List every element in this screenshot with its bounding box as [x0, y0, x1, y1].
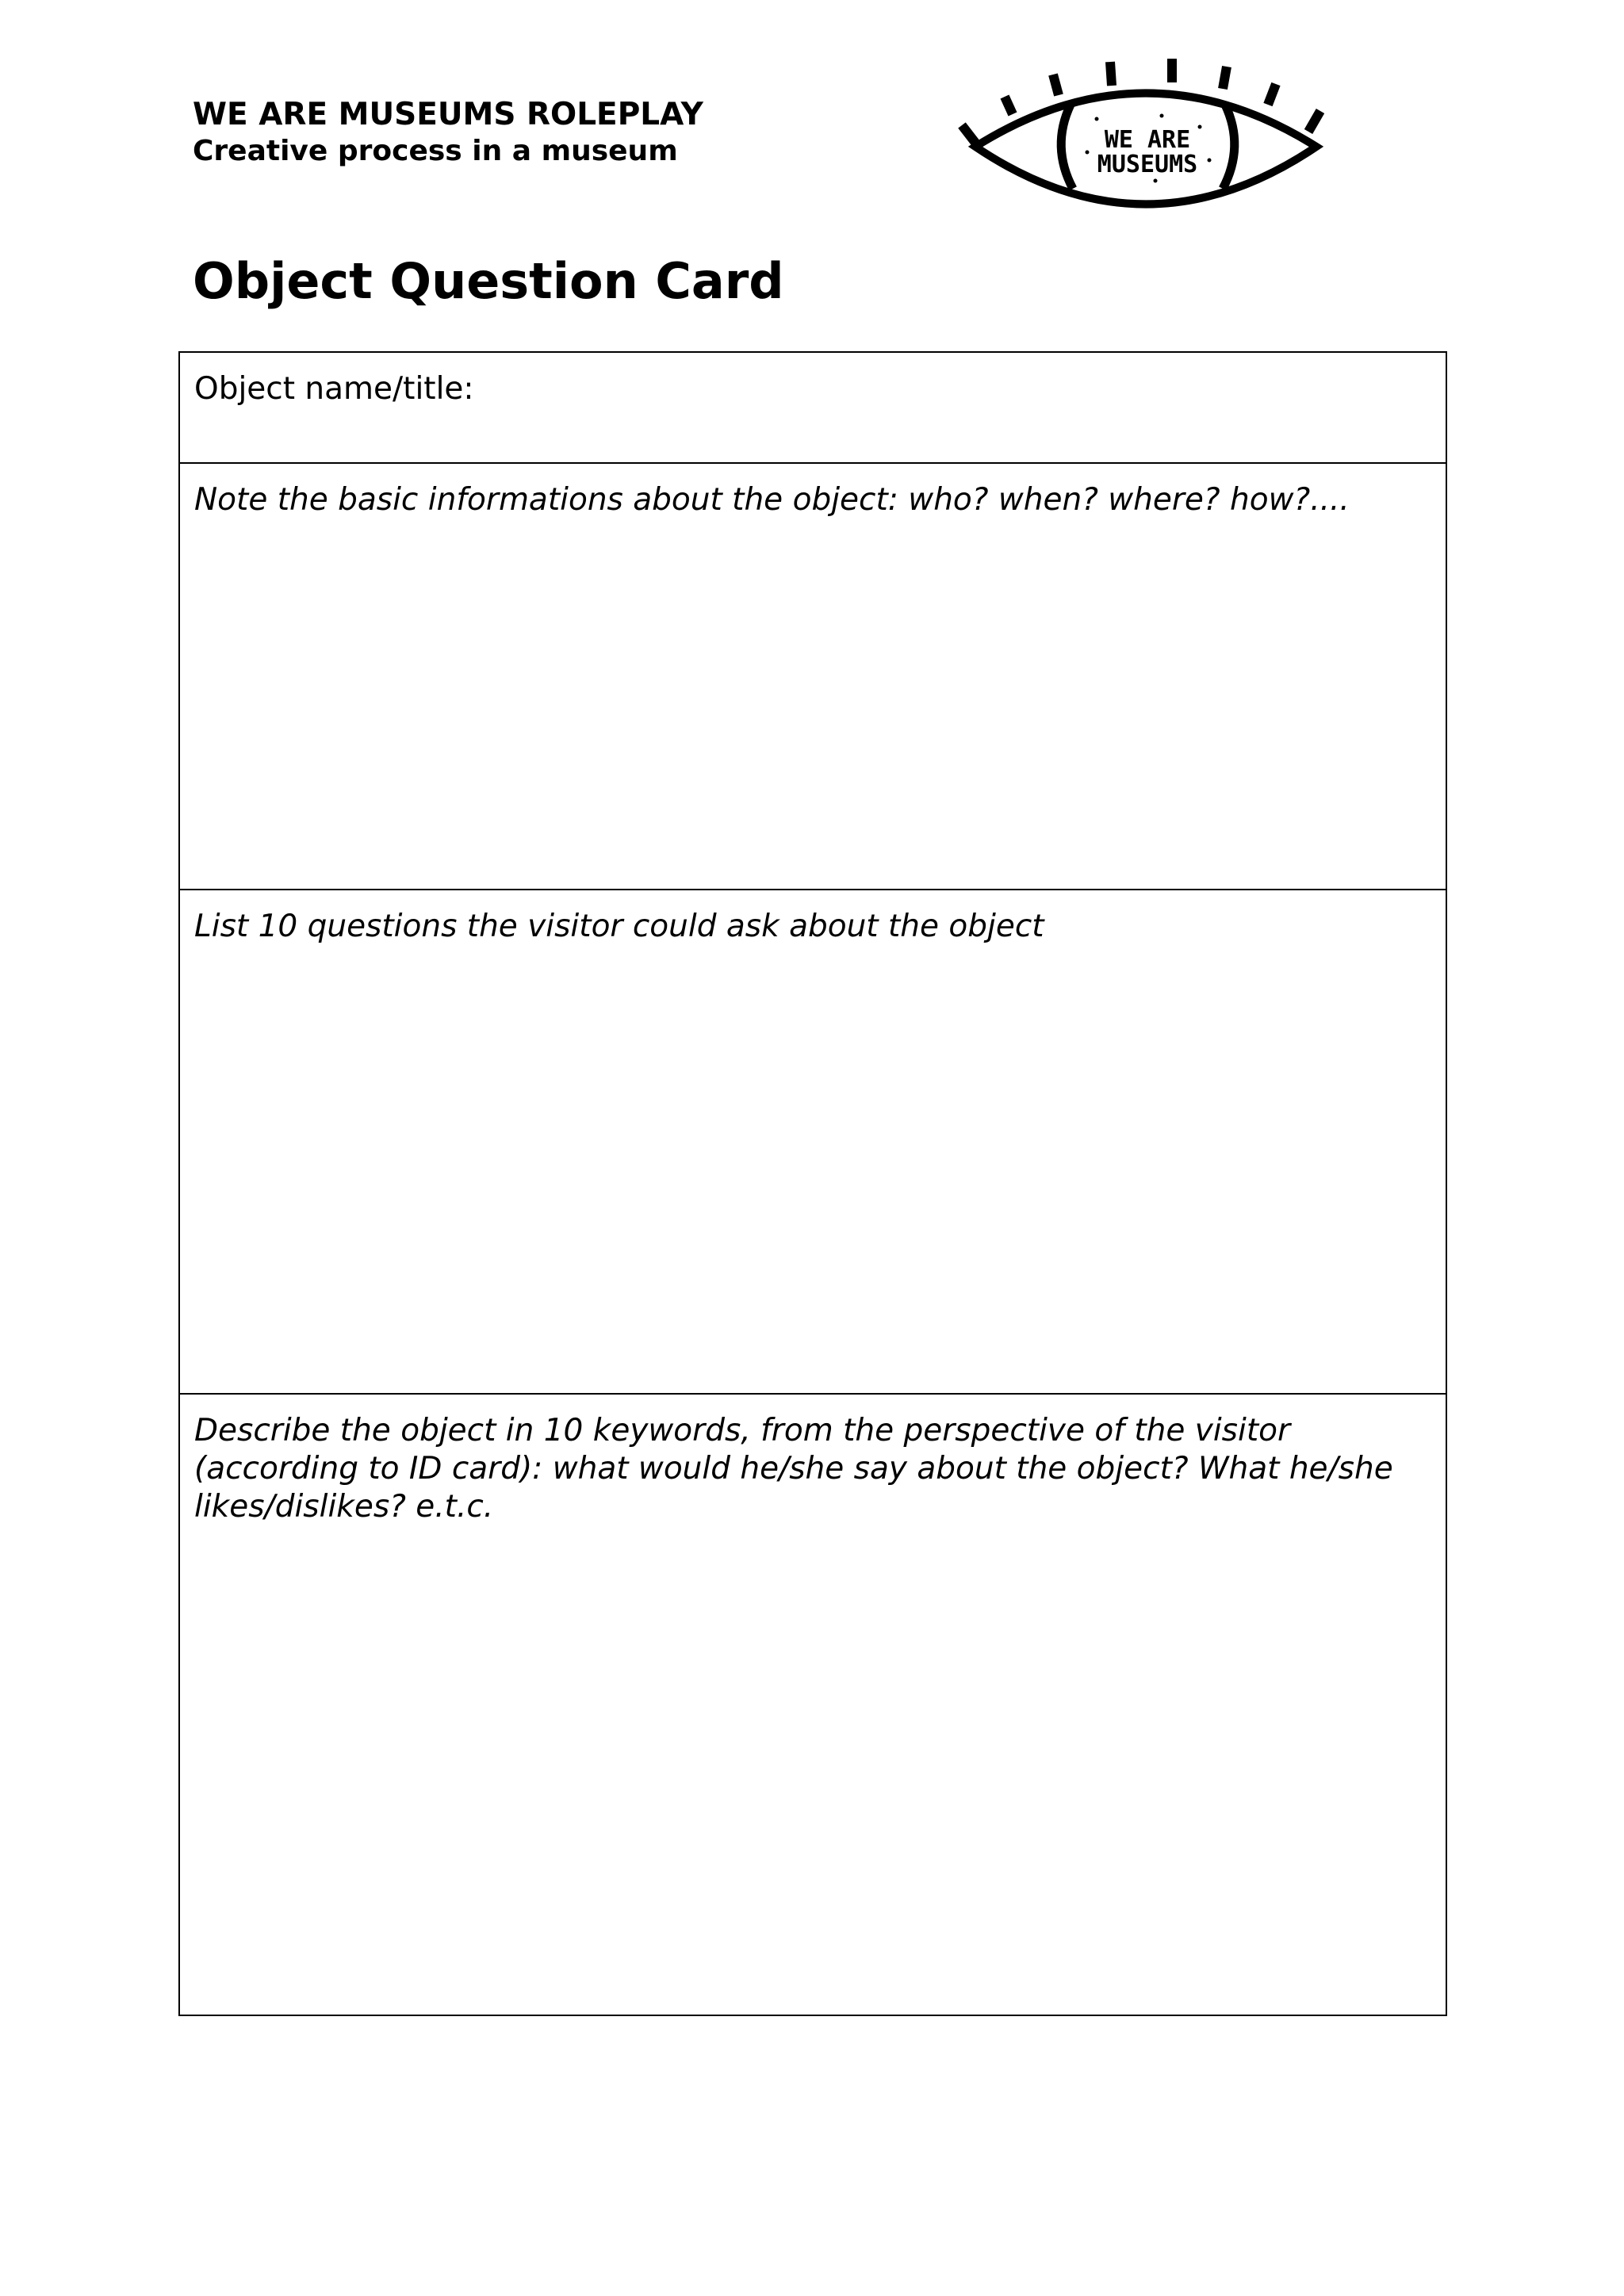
visitor-questions-cell[interactable]: [180, 889, 1446, 1393]
keywords-cell[interactable]: [180, 1393, 1446, 2015]
basic-info-label: Note the basic informations about the object: who? when? where? how?....: [194, 482, 1350, 518]
org-subtitle: Creative process in a museum: [193, 135, 678, 167]
page-title: Object Question Card: [193, 252, 784, 310]
basic-info-cell[interactable]: [180, 462, 1446, 889]
question-card-table: [178, 351, 1447, 2016]
object-name-cell[interactable]: [180, 353, 1446, 462]
object-name-label: Object name/title:: [194, 371, 474, 407]
logo-text-line1: WE ARE: [1104, 126, 1191, 154]
keywords-label: Describe the object in 10 keywords, from the perspective of the visitor (according to ID card): what would he/she say about the object? What he/she likes/dislikes? e.t.c.: [194, 1413, 1393, 1525]
visitor-questions-label: List 10 questions the visitor could ask about the object: [194, 909, 1044, 944]
logo-text-line2: MUSEUMS: [1097, 151, 1198, 178]
org-title: WE ARE MUSEUMS ROLEPLAY: [193, 97, 703, 132]
eye-logo-icon: [948, 48, 1344, 222]
